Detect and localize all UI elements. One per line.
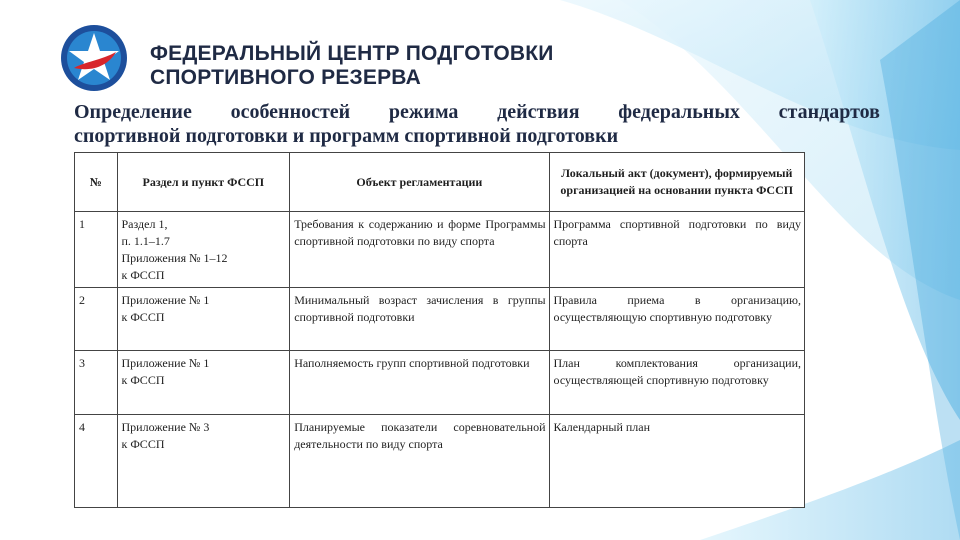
cell-section: Приложение № 3 к ФССП (117, 415, 290, 508)
cell-number: 1 (75, 212, 118, 288)
slide-title-word: режима (388, 101, 459, 123)
cell-number: 4 (75, 415, 118, 508)
table-row (75, 415, 805, 508)
organization-title-line2: СПОРТИВНОГО РЕЗЕРВА (150, 66, 421, 89)
table-row (75, 212, 805, 288)
cell-local-act: Календарный план (549, 415, 804, 508)
table-row (75, 288, 805, 351)
header-object: Объект регламентации (290, 153, 549, 212)
header-section: Раздел и пункт ФССП (117, 153, 290, 212)
table-row (75, 351, 805, 415)
slide-title-word: Определение (74, 101, 192, 123)
header-local-act: Локальный акт (документ), формируемый организацией на основании пункта ФССП (549, 153, 804, 212)
cell-local-act: Правила приема в организацию, осуществляющую спортивную подготовку (549, 288, 804, 351)
slide-title-line1 (74, 100, 880, 124)
cell-object: Требования к содержанию и форме Программы спортивной подготовки по виду спорта (290, 212, 549, 288)
slide-title-word: особенностей (230, 101, 351, 123)
cell-section: Раздел 1, п. 1.1–1.7 Приложения № 1–12 к ФССП (117, 212, 290, 288)
cell-object: Минимальный возраст зачисления в группы спортивной подготовки (290, 288, 549, 351)
fssp-table (74, 152, 805, 508)
slide-title-word: федеральных (618, 101, 740, 123)
slide-title-line2: спортивной подготовки и программ спортивной подготовки (74, 125, 619, 147)
cell-number: 2 (75, 288, 118, 351)
organization-title-line1: ФЕДЕРАЛЬНЫЙ ЦЕНТР ПОДГОТОВКИ (150, 42, 554, 65)
cell-local-act: Программа спортивной подготовки по виду спорта (549, 212, 804, 288)
cell-section: Приложение № 1 к ФССП (117, 288, 290, 351)
slide-title-word: стандартов (778, 101, 880, 123)
organization-title (150, 42, 554, 90)
cell-local-act: План комплектования организации, осуществляющей спортивную подготовку (549, 351, 804, 415)
slide-title-word: действия (497, 101, 580, 123)
fcpsr-logo-icon (58, 22, 130, 94)
cell-section: Приложение № 1 к ФССП (117, 351, 290, 415)
cell-object: Наполняемость групп спортивной подготовки (290, 351, 549, 415)
header-number: № (75, 153, 118, 212)
cell-object: Планируемые показатели соревновательной деятельности по виду спорта (290, 415, 549, 508)
slide-title (74, 100, 880, 148)
cell-number: 3 (75, 351, 118, 415)
table-header-row (75, 153, 805, 212)
